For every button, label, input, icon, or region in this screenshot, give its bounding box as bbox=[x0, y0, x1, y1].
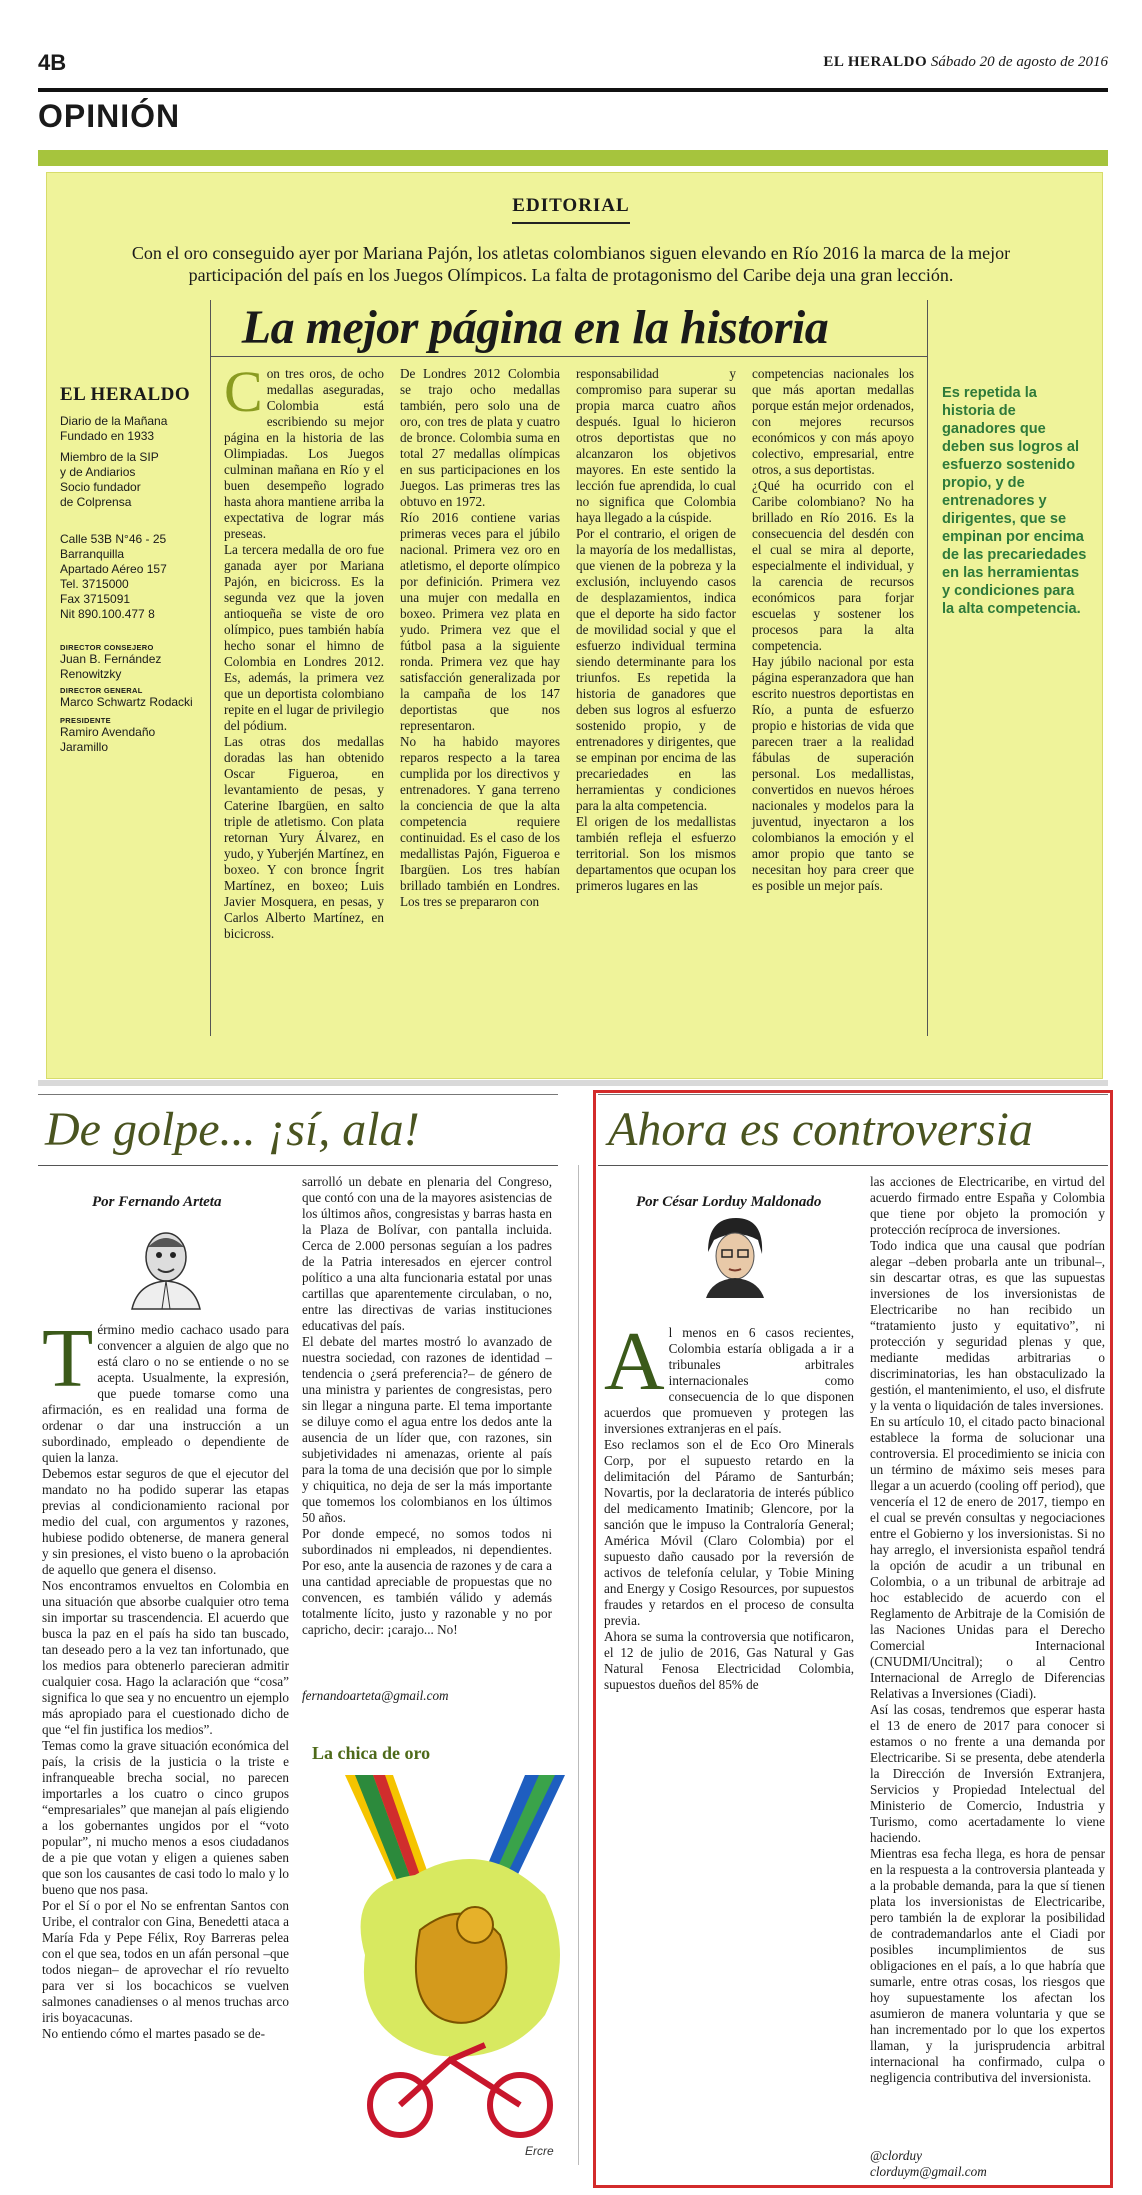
editorial-text: on tres oros, de ocho medallas aseguradas, Colombia está escribiendo su mejor página en la historia de las Olimpiadas. Los Juegos culminan mañana en Río y el buen desempeño logrado hasta ahora mantiene arriba la expectativa de lograr más preseas. La tercera medalla de oro fue ganada ayer por Mariana Pajón, en bicicross. Es la segunda vez que la joven antioqueña se viste de oro olímpico, pues también había hecho sonar el himno de Colombia en Londres 2012. Es, además, la primera vez que un deportista colombiano repite en el lugar de privilegio del pódium. Las otras dos medallas doradas las han obtenido Oscar Figueroa, en levantamiento de pesas, y Caterine Ibargüen, en salto triple de atletismo. Con plata retornan Yury Álvarez, en yudo, y Yuberjén Martínez, en boxeo. Y con bronce Íngrit Martínez, en boxeo; Luis Javier Mosquera, en pesas, y Carlos Alberto Martínez, en bicicross. bbox=[224, 366, 384, 941]
author-email: clorduym@gmail.com bbox=[870, 2164, 987, 2179]
cartoon-title: La chica de oro bbox=[312, 1743, 431, 1763]
editorial-title: La mejor página en la historia bbox=[241, 301, 829, 354]
column-title: Ahora es controversia bbox=[608, 1103, 1033, 1156]
label-director-general: DIRECTOR GENERAL bbox=[60, 686, 143, 695]
newspaper-logo: EL HERALDO bbox=[60, 384, 191, 405]
divider bbox=[927, 300, 928, 1036]
byline: Por César Lorduy Maldonado bbox=[636, 1194, 822, 1210]
page-number: 4B bbox=[38, 50, 67, 75]
section-accent-bar bbox=[38, 150, 1108, 166]
divider bbox=[38, 1080, 1108, 1086]
cartoon-illustration bbox=[325, 1775, 583, 2175]
article-text: l menos en 6 casos recientes, Colombia estaría obligada a ir a tribunales arbitrales internacionales como consecuencia de lo que disponen acuerdos que promueven y protegen las inversiones extranjeras en el país. Eso reclamos son el de Eco Oro Minerals Corp, por el supuesto retardo en la delimitación del Páramo de Santurbán; Novartis, por la declaratoria de interés público del medicamento Imatinib; Glencore, por la sanción que le impuso la Contraloría General; América Móvil (Claro Colombia) por el supuesto daño causado por la reversión de activos de telefonía celular, y Tobie Mining and Energy y Cosigo Resources, por supuestos fraudes y retardos en el proceso de consulta previa. Ahora se suma la controversia que notificaron, el 12 de julio de 2016, Gas Natural y Gas Natural Fenosa Electricidad Colombia, supuestos dueños del 85% de bbox=[604, 1325, 854, 1692]
author-twitter: @clorduy bbox=[870, 2148, 922, 2163]
divider bbox=[38, 1094, 558, 1095]
newspaper-name: EL HERALDO bbox=[823, 54, 928, 70]
presidente: Ramiro Avendaño Jaramillo bbox=[60, 725, 156, 754]
column-title: De golpe... ¡sí, ala! bbox=[45, 1103, 420, 1156]
author-portrait bbox=[118, 1215, 213, 1310]
director-general: Marco Schwartz Rodacki bbox=[60, 695, 193, 709]
article-column bbox=[42, 1312, 289, 2042]
highlight-frame bbox=[593, 1090, 1113, 2188]
divider bbox=[512, 222, 630, 224]
article-text: érmino medio cachaco usado para convencer a alguien de algo que no está claro o no se entiende o no se acepta. Usualmente, la expresión, que puede tomarse como una afirmación, es en realidad una forma de ordenar o dar una instrucción a un subordinado, empleado o dependiente de quien la lanza. Debemos estar seguros de que el ejecutor del mandato no ha podido superar las etapas previas al condicionamiento racional por medio del cual, con argumentos y razones, hubiese podido obtenerse, de manera general y sin presiones, el visto bueno o la aprobación de aquello que genera el disenso. Nos encontramos envueltos en Colombia en una situación que absorbe cualquier otro tema sin importar su trascendencia. El acuerdo que busca la paz en el país ha sido tan buscado, tan deseado pero a la vez tan infortunado, que los medios para obtenerlo parecieran admitir cualquier cosa. Hago la aclaración que “cosa” significa lo que sea y no encuentro un ejemplo más apropiado para el cuestionado dicho de que “el fin justifica los medios”. Temas como la grave situación económica del país, la crisis de la justicia o la triste e infranqueable brecha social, no parecen importarles a los cuatro o cinco grupos “empresariales” que manejan al país eligiendo a los gobernantes ungidos por el “voto popular”, ni mucho menos a esos ciudadanos de a pie que votan y eligen a quienes saben que son los causantes de casi todo lo malo y lo bueno que nos pasa. Por el Sí o por el No se enfrentan Santos con Uribe, el contralor con Gina, Benedetti ataca a María Fda y Pepe Félix, Roy Barreras pelea con el que sea, todos en un afán personal –que todos niegan– de aprovechar el río revuelto para ver si los bocachicos se vuelven salmones canadienses o al menos truchas arco iris boyacacunas. No entiendo cómo el martes pasado se de- bbox=[42, 1322, 289, 2041]
page-header bbox=[38, 50, 1108, 92]
divider bbox=[38, 1165, 558, 1166]
article-column: las acciones de Electricaribe, en virtud del acuerdo firmado entre España y Colombia que tiene por objeto la promoción y protección recíproca de inversiones. Todo indica que una causal que podrían alegar –deben probarla ante un tribunal–, sin descartar otras, es que las supuestas inversiones de los inversionistas de Electricaribe no han recibido un “tratamiento justo y equitativo”, ni protección y seguridad plenas y que, mediante medidas arbitrarias o discriminatorias, les han obstaculizado la gestión, el mantenimiento, el uso, el disfrute y la venta o liquidación de tales inversiones. En su artículo 10, el citado pacto binacional establece la forma de solucionar una controversia. El procedimiento se inicia con un término de máximo seis meses para llegar a un acuerdo (cooling off period), que vencería el 12 de enero de 2017, tiempo en el cual se prevén consultas y negociaciones entre el Gobierno y los inversionistas. Si no hay arreglo, el inversionista español tendrá la opción de acudir a un tribunal en Colombia, o a un tribunal de arbitraje ad hoc establecido de acuerdo con el Reglamento de Arbitraje de la Comisión de las Naciones Unidas para el Derecho Comercial Internacional (CNUDMI/Uncitral); o al Centro Internacional de Arreglo de Diferencias Relativas a Inversiones (Ciadi). Así las cosas, tendremos que esperar hasta el 13 de enero de 2017 para conocer si estamos o no frente a una demanda por Electricaribe. Si se presenta, debe atenderla la Dirección de Inversión Extranjera, Servicios y Propiedad Intelectual del Ministerio de Comercio, Industria y Turismo, como acertadamente lo viene haciendo. Mientras esa fecha llega, es hora de pensar en la respuesta a la controversia planteada y a la probable demanda, para la que sí tienen plata los inversionistas de Electricaribe, pero también la de explorar la posibilidad de contrademandarlos ante el Ciadi por posibles incumplimientos de sus obligaciones en el país, a lo que habría que sumarle, entre otras cosas, los riesgos que hoy supuestamente los afectan los asumieron de manera voluntaria y que se han incrementado por lo que los expertos llaman, y la jurisprudencia arbitral internacional ha confirmado, culpa o negligencia contributiva del inversionista. bbox=[870, 1174, 1105, 2085]
masthead-address: Calle 53B N°46 - 25 Barranquilla Apartado Aéreo 157 Tel. 3715000 Fax 3715091 Nit 890.100.477 8 bbox=[60, 532, 167, 621]
dropcap: A bbox=[604, 1315, 665, 1408]
editorial-column-2: De Londres 2012 Colombia se trajo ocho medallas también, pero solo una de oro, con tres de plata y cuatro de bronce. Colombia suma en total 27 medallas olímpicas en sus participaciones en los Juegos. Las primeras tres las obtuvo en 1972. Río 2016 contiene varias primeras veces para el júbilo nacional. Primera vez oro en atletismo, el deporte olímpico por definición. Primera vez una mujer con medalla en boxeo. Primera vez plata en yudo. Primera vez que el fútbol pasa a la siguiente ronda. Primera vez que hay satisfacción generalizada por la campaña de los 147 deportistas que nos representaron. No ha habido mayores reparos respecto a la tarea cumplida por los directivos y entrenadores. Y gana terreno la conciencia de que la alta competencia requiere continuidad. Es el caso de los medallistas Pajón, Figueroa e Ibargüen. Los tres habían brillado también en Londres. Los tres se prepararon con bbox=[400, 366, 560, 909]
masthead-memberships: Miembro de la SIP y de Andiarios Socio fundador de Colprensa bbox=[60, 450, 159, 509]
dropcap: T bbox=[42, 1312, 94, 1405]
byline: Por Fernando Arteta bbox=[92, 1194, 222, 1210]
editorial-label: EDITORIAL bbox=[512, 195, 630, 216]
masthead-info: Diario de la Mañana Fundado en 1933 bbox=[60, 414, 168, 443]
divider bbox=[210, 300, 211, 1036]
section-title: OPINIÓN bbox=[38, 98, 181, 134]
author-email: fernandoarteta@gmail.com bbox=[302, 1688, 449, 1703]
editorial-column-4: competencias nacionales los que más aportan medallas porque están mejor ordenados, con mejores recursos económicos y con más apoyo colectivo, empresarial, entre otros, a sus deportistas. ¿Qué ha ocurrido con el Caribe colombiano? No ha brillado en Río 2016. Es la consecuencia del desdén con el cual se mira al deporte, especialmente el individual, y la carencia de recursos económicos para forjar escuelas y sostener los procesos para la alta competencia. Hay júbilo nacional por esta página esperanzadora que han escrito nuestros deportistas en Río, a punta de esfuerzo propio e historias de vida que parecen traer a la realidad fábulas de superación personal. Los medallistas, convertidos en nuevos héroes nacionales y modelos para la juventud, inyectaron a los colombianos la emoción y el amor propio que tanto se necesitan hoy para creer que es posible un mejor país. bbox=[752, 366, 914, 893]
divider bbox=[210, 356, 928, 357]
pull-quote: Es repetida la historia de ganadores que deben sus logros al esfuerzo sostenido propio, y de entrenadores y dirigentes, que se empinan por encima de las precariedades en las herramientas y condiciones para la alta competencia. bbox=[942, 385, 1087, 617]
label-director-consejero: DIRECTOR CONSEJERO bbox=[60, 643, 154, 652]
masthead bbox=[823, 54, 1108, 71]
issue-date: Sábado 20 de agosto de 2016 bbox=[930, 54, 1108, 70]
editorial-column-3: responsabilidad y compromiso para superar su propia marca cuatro años después. Igual lo hicieron otros deportistas que no alcanzaron los objetivos mayores. En este sentido la lección fue aprendida, lo cual no significa que Colombia haya llegado a la cúspide. Por el contrario, el origen de la mayoría de los medallistas, que vienen de la pobreza y la exclusión, incluyendo casos de desplazamientos, indica que el deporte ha sido factor de movilidad social y que el esfuerzo individual termina siendo determinante para los triunfos. Es repetida la historia de ganadores que deben sus logros al esfuerzo sostenido propio, y de entrenadores y dirigentes, que se empinan por encima de las precariedades en las herramientas y condiciones para la alta competencia. El origen de los medallistas también refleja el esfuerzo territorial. Son los mismos departamentos que ocupan los primeros lugares en las bbox=[576, 366, 736, 893]
article-column: sarrolló un debate en plenaria del Congreso, que contó con una de la mayores asistencias de los últimos años, congresistas y barras hasta en la Plaza de Bolívar, con pantalla incluida. Cerca de 2.000 personas seguían a los padres de la Patria interesados en ejercer control político a una alta funcionaria estatal por unas cartillas que aparentemente circulaban, o no, entre las directivas de varias instituciones educativas del país. El debate del martes mostró lo avanzado de nuestra sociedad, con razones de identidad –tendencia o ¿será preferencia?– de género de una ministra y parientes de congresistas, pero sin llegar a ninguna parte. El tema importante se diluye como el agua entre los dedos ante la ausencia de un líder que, con razones, sin subjetividades ni amenazas, oriente al país para la toma de una decisión que por lo simple y chiquitica, no deja de ser la más importante que tomemos los colombianos en los últimos 50 años. Por donde empecé, no somos todos ni subordinados ni empleados, ni dependientes. Por eso, ante la ausencia de razones y de cara a una cantidad apreciable de propuestas que no convencen, es también válido y además totalmente lícito, justo y razonable y no por capricho, decir: ¡carajo... No! bbox=[302, 1174, 552, 1637]
editorial-column-1 bbox=[224, 359, 384, 942]
director-consejero: Juan B. Fernández Renowitzky bbox=[60, 652, 162, 681]
dropcap: C bbox=[224, 359, 263, 424]
label-presidente: PRESIDENTE bbox=[60, 716, 111, 725]
editorial-deck: Con el oro conseguido ayer por Mariana Pajón, los atletas colombianos siguen elevando en Río 2016 la marca de la mejor participación del país en los Juegos Olímpicos. La falta de protagonismo del Caribe deja una gran lección. bbox=[131, 243, 1011, 285]
divider bbox=[578, 1165, 579, 2165]
cartoon-signature: Ercre bbox=[525, 2144, 554, 2158]
